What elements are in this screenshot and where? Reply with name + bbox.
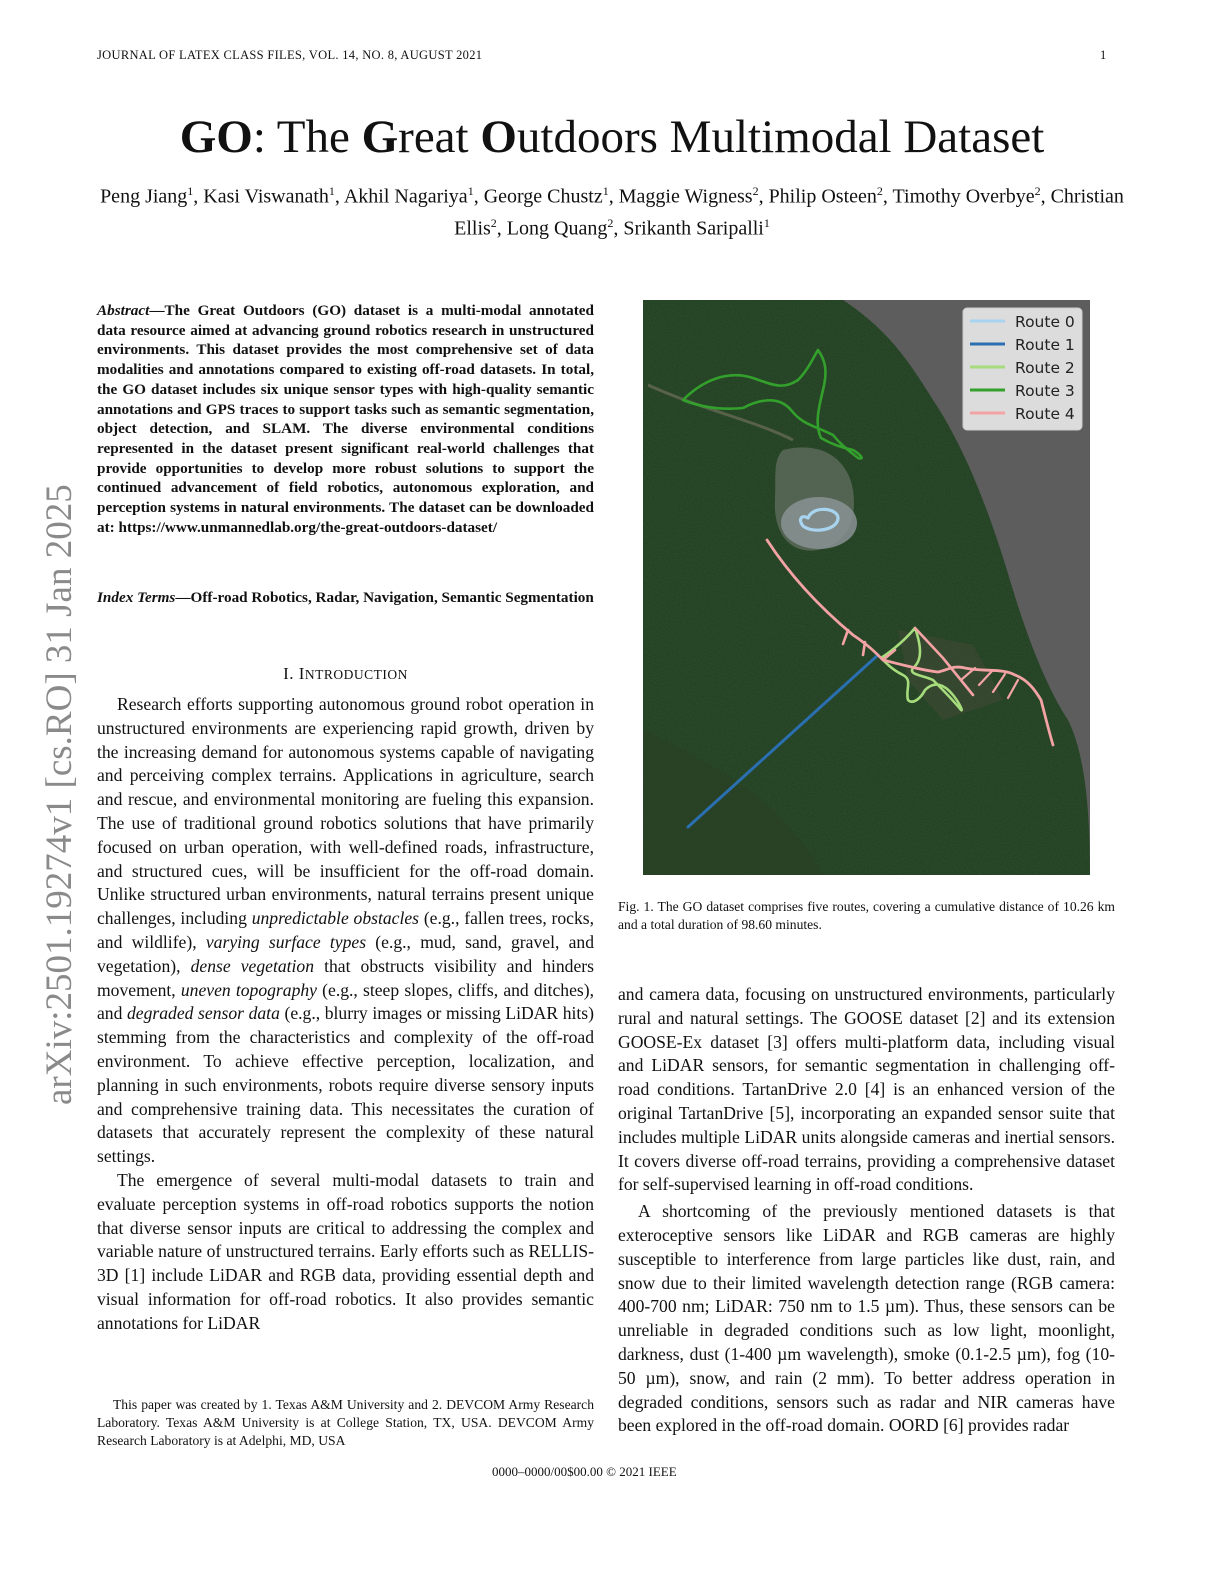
title-text: reat: [398, 111, 481, 163]
text-run: that obstructs visibility and hinders movement,: [97, 955, 594, 1000]
paragraph: A shortcoming of the previously mentioned datasets is that exteroceptive sensors like LiDAR and RGB cameras are highly susceptible to interference from large particles like dust, rain, and snow due to their limited wavelength detection range (RGB camera: 400-700 nm; LiDAR: 750 nm to 1.5 µm). Thus, these sensors can be unreliable in degraded conditions such as low light, moonlight, darkness, dust (1-400 µm wavelength), smoke (0.1-2.5 µm), fog (10-50 µm), snow, and rain (2 mm). To better address operation in degraded conditions, sensors such as radar and NIR cameras have been explored in the off-road domain. OORD [6] provides radar: [618, 1201, 1115, 1436]
title-text: utdoors Multimodal Dataset: [516, 111, 1045, 163]
footnote: [97, 1396, 594, 1449]
section-heading: [97, 664, 594, 684]
author-name: Srikanth Saripalli: [623, 217, 764, 240]
author-name: Akhil Nagariya: [343, 185, 468, 208]
section-title-initial: I: [298, 664, 305, 683]
arxiv-identifier: arXiv:2501.19274v1 [cs.RO] 31 Jan 2025: [39, 484, 80, 1105]
author-affiliation: 2: [876, 184, 883, 198]
emphasis: degraded sensor data: [127, 1003, 280, 1024]
emphasis: unpredictable obstacles: [251, 908, 420, 929]
paper-title: [0, 108, 1224, 166]
route-map-figure: [643, 300, 1090, 875]
paragraph: and camera data, focusing on unstructured environments, particularly rural and natural settings. The GOOSE dataset [2] and its extension GOOSE-Ex dataset [3] offers multi-platform data, including visual and LiDAR sensors, for semantic segmentation in challenging off-road conditions. TartanDrive 2.0 [4] is an enhanced version of the original TartanDrive [5], incorporating an expanded sensor suite that includes multiple LiDAR units alongside cameras and inertial sensors. It covers diverse off-road terrains, providing a comprehensive dataset for self-supervised learning in off-road conditions.: [618, 984, 1115, 1195]
paragraph: [97, 693, 594, 1169]
author-affiliation: 2: [1034, 184, 1041, 198]
legend-label: Route 3: [1015, 382, 1075, 400]
section-number: I.: [283, 664, 299, 683]
author-affiliation: 2: [607, 215, 614, 230]
author-name: Maggie Wigness: [618, 185, 753, 208]
journal-header: JOURNAL OF LATEX CLASS FILES, VOL. 14, NO. 8, AUGUST 2021: [97, 48, 483, 62]
copyright-line: 0000–0000/00$00.00 © 2021 IEEE: [492, 1464, 677, 1479]
legend-label: Route 0: [1015, 313, 1075, 331]
right-column-text: [618, 983, 1115, 1438]
satellite-map: [643, 300, 1090, 875]
emphasis: dense vegetation: [190, 955, 315, 976]
text-run: Research efforts supporting autonomous ground robot operation in unstructured environments are experiencing rapid growth, driven by the increasing demand for autonomous systems capable of navigating and perceiving complex terrains. Applications in agriculture, search and rescue, and environmental monitoring are fueling this expansion. The use of traditional ground robotics solutions that have primarily focused on urban operation, with well-defined roads, infrastructure, and structured cues, will be insufficient for the off-road domain. Unlike structured urban environments, natural terrains present unique challenges, including: [97, 694, 594, 929]
figure-caption: Fig. 1. The GO dataset comprises five routes, covering a cumulative distance of 10.26 km and a total duration of 98.60 minutes.: [618, 899, 1115, 932]
title-letter-g: G: [361, 111, 399, 163]
author-name: George Chustz: [483, 185, 603, 208]
footnote-text: This paper was created by 1. Texas A&M University and 2. DEVCOM Army Research Laboratory. Texas A&M University is at College Station, TX, USA. DEVCOM Army Research Laboratory is at Adelphi, MD, USA: [97, 1397, 594, 1448]
legend-label: Route 4: [1015, 405, 1075, 423]
author-affiliation: 1: [187, 184, 194, 198]
legend-label: Route 2: [1015, 359, 1075, 377]
index-terms: [97, 588, 594, 608]
author-affiliation: 1: [328, 184, 335, 198]
index-terms-label: Index Terms: [97, 589, 176, 606]
section-title-rest: NTRODUCTION: [304, 667, 408, 682]
text-run: (e.g., steep slopes, cliffs, and ditches), and: [97, 979, 594, 1024]
index-terms-text: —Off-road Robotics, Radar, Navigation, Semantic Segmentation: [175, 589, 594, 606]
author-affiliation: 1: [467, 184, 474, 198]
author-list: Peng Jiang$^1$, Kasi Viswanath$^1$, Akhil Nagariya$^1$, George Chustz$^1$, Maggie Wigness$^2$, Philip Osteen$^2$, Timothy Overbye$^2$, Christian Ellis$^2$, Long Quang$^2$, Srikanth Saripalli$^1$: [100, 184, 1124, 240]
abstract-label: Abstract: [97, 302, 150, 319]
page-number: 1: [1100, 48, 1107, 62]
introduction-text: [97, 693, 594, 1336]
emphasis: uneven topography: [180, 979, 317, 1000]
author-name: Peng Jiang: [100, 185, 188, 208]
abstract-text: —The Great Outdoors (GO) dataset is a multi-modal annotated data resource aimed at advancing ground robotics research in unstructured environments. This dataset provides the most comprehensive set of data modalities and annotations compared to existing off-road datasets. In total, the GO dataset includes six unique sensor types with high-quality semantic annotations and GPS traces to support tasks such as semantic segmentation, object detection, and SLAM. The diverse environmental conditions represented in the dataset present significant real-world challenges that provide opportunities to develop more robust solutions to support the continued advancement of field robotics, autonomous exploration, and perception systems in natural environments. The dataset can be downloaded at: https://www.unmannedlab.org/the-great-outdoors-dataset/: [97, 302, 594, 536]
author-name: Christian Ellis: [454, 185, 1124, 240]
author-affiliation: 2: [490, 215, 497, 230]
author-affiliation: 2: [752, 184, 759, 198]
clearing: [781, 497, 857, 549]
text-run: (e.g., fallen trees, rocks, and wildlife),: [97, 908, 595, 952]
title-text: : The: [252, 111, 362, 163]
legend: [963, 308, 1082, 430]
abstract: [97, 301, 594, 537]
text-run: (e.g., mud, sand, gravel, and vegetation),: [97, 931, 594, 976]
text-run: (e.g., blurry images or missing LiDAR hits) stemming from the characteristics and complexity of the off-road environment. To achieve effective perception, localization, and planning in such environments, robots require diverse sensory inputs and comprehensive training data. This necessitates the curation of datasets that accurately represent the complexity of these natural settings.: [97, 1003, 594, 1167]
author-name: Timothy Overbye: [892, 185, 1035, 208]
author-name: Philip Osteen: [768, 185, 877, 208]
legend-label: Route 1: [1015, 336, 1075, 354]
author-affiliation: 1: [602, 184, 609, 198]
author-affiliation: 1: [763, 215, 770, 230]
author-name: Long Quang: [506, 217, 608, 240]
title-acronym: GO: [179, 111, 253, 163]
title-letter-o: O: [480, 111, 517, 163]
emphasis: varying surface types: [205, 931, 367, 952]
author-name: Kasi Viswanath: [203, 185, 329, 208]
paragraph: The emergence of several multi-modal datasets to train and evaluate perception systems in off-road robotics supports the notion that diverse sensor inputs are critical to addressing the complex and variable nature of unstructured terrains. Early efforts such as RELLIS-3D [1] include LiDAR and RGB data, providing essential depth and visual information for off-road robotics. It also provides semantic annotations for LiDAR: [97, 1169, 594, 1333]
